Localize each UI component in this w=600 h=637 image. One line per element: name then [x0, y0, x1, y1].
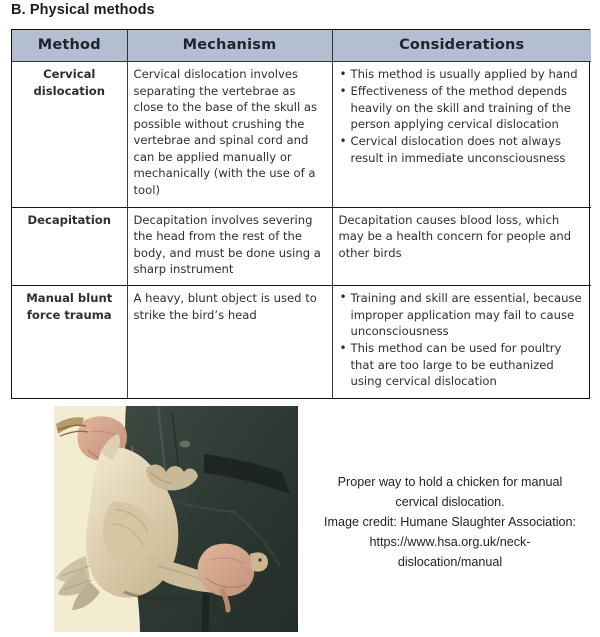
column-header-considerations: Considerations	[332, 30, 591, 62]
list-item: • This method is usually applied by hand	[351, 66, 586, 83]
physical-methods-table-container	[11, 29, 590, 399]
list-item: • Cervical dislocation does not always result in immediate unconsciousness	[351, 133, 586, 166]
mechanism-text: A heavy, blunt object is used to strike the bird’s head	[133, 290, 317, 322]
method-name-cervical-dislocation	[12, 62, 127, 208]
mechanism-manual-blunt-force-trauma	[127, 285, 332, 398]
mechanism-decapitation	[127, 207, 332, 285]
method-line: force trauma	[26, 307, 112, 322]
method-line: Decapitation	[27, 212, 112, 227]
table-row	[12, 207, 591, 285]
mechanism-cervical-dislocation	[127, 62, 332, 208]
method-name-manual-blunt-force-trauma	[12, 285, 127, 398]
caption-line: cervical dislocation.	[395, 494, 505, 509]
considerations-list	[339, 290, 586, 390]
considerations-list	[339, 66, 586, 166]
considerations-text: Decapitation causes blood loss, which may be a health concern for people and other birds	[338, 212, 572, 260]
table-row	[12, 285, 591, 398]
table-row	[12, 62, 591, 208]
physical-methods-table	[12, 30, 591, 398]
list-item: • This method can be used for poultry that are too large to be euthanized using cervical dislocation	[351, 340, 586, 390]
caption-line: Proper way to hold a chicken for manual	[337, 475, 563, 489]
method-line: dislocation	[33, 83, 106, 98]
method-line: Manual blunt	[26, 290, 113, 305]
considerations-cervical-dislocation	[332, 62, 591, 208]
mechanism-text: Cervical dislocation involves separating the vertebrae as close to the base of the skull as possible without crushing the vertebrae and spinal cord and can be applied manually or mechanically (with the use of a tool)	[133, 67, 317, 198]
caption-line: Image credit: Humane Slaughter Association:	[323, 514, 576, 529]
caption-line-url[interactable]: dislocation/manual	[397, 554, 503, 569]
column-header-method: Method	[12, 30, 127, 62]
method-line: Cervical	[43, 67, 96, 81]
mechanism-text: Decapitation involves severing the head from the rest of the body, and must be done using a sharp instrument	[133, 212, 321, 277]
caption-line-url[interactable]: https://www.hsa.org.uk/neck-	[369, 534, 531, 549]
list-item: • Training and skill are essential, because improper application may fail to cause unconsciousness	[351, 290, 586, 340]
section-title: B. Physical methods	[11, 2, 155, 18]
method-name-decapitation	[12, 207, 127, 285]
considerations-manual-blunt-force-trauma	[332, 285, 591, 398]
column-header-mechanism: Mechanism	[127, 30, 332, 62]
table-header-row	[12, 30, 591, 62]
considerations-decapitation	[332, 207, 591, 285]
list-item: • Effectiveness of the method depends heavily on the skill and training of the person applying cervical dislocation	[351, 83, 586, 133]
chicken-handling-photo	[54, 406, 298, 632]
figure-caption	[310, 473, 590, 572]
